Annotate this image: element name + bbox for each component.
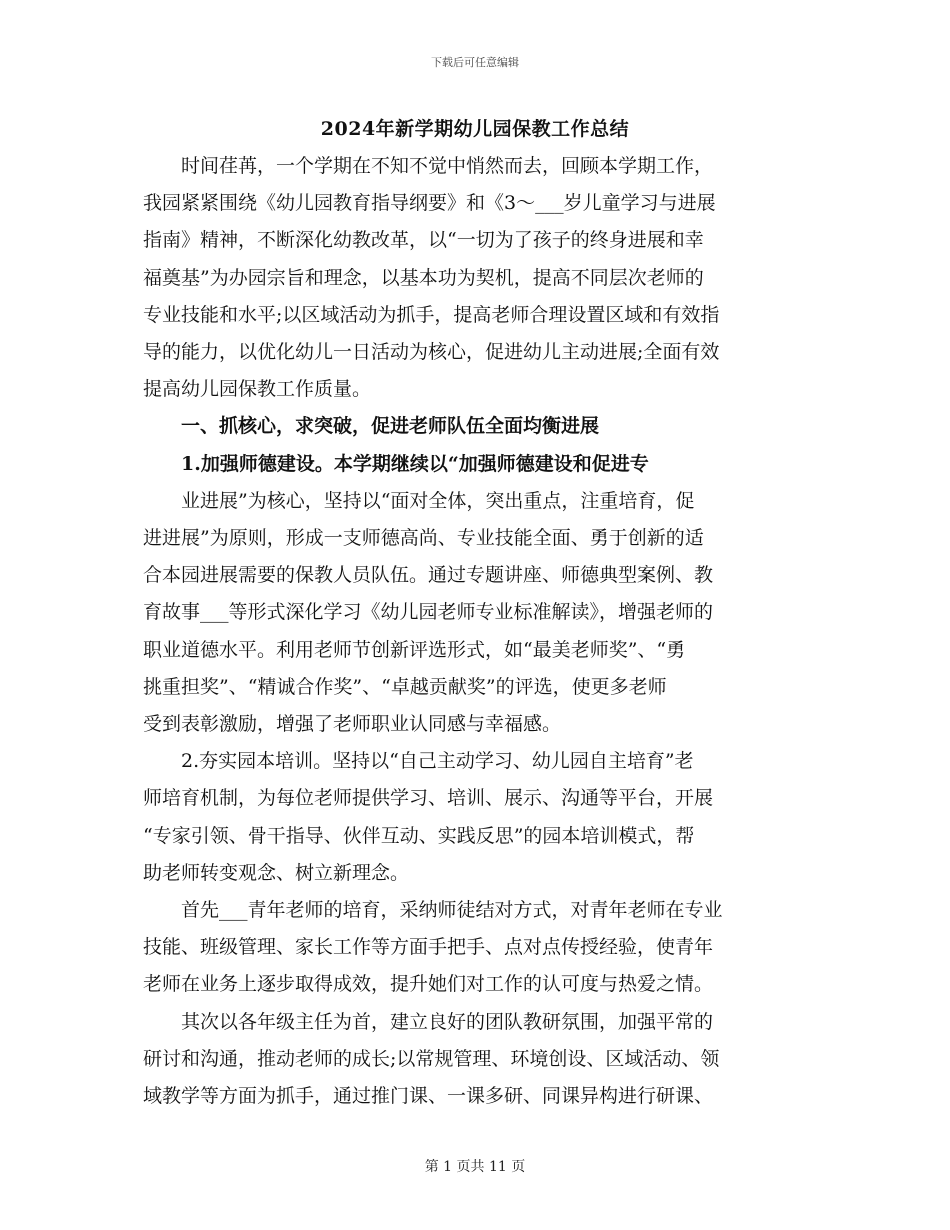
subsection-heading: 1.加强师德建设。本学期继续以“加强师德建设和促进专 — [181, 452, 649, 475]
paragraph-line: 指南》精神，不断深化幼教改革，以“一切为了孩子的终身进展和幸 — [143, 229, 704, 252]
page-number: 第 1 页共 11 页 — [424, 1159, 526, 1175]
paragraph-line: “专家引领、骨干指导、伙伴互动、实践反思”的园本培训模式，帮 — [143, 824, 695, 847]
paragraph-line: 挑重担奖”、“精诚合作奖”、“卓越贡献奖”的评选，使更多老师 — [143, 675, 667, 698]
paragraph-line: 合本园进展需要的保教人员队伍。通过专题讲座、师德典型案例、教 — [143, 564, 714, 587]
document-body — [143, 148, 808, 1115]
paragraph-line: 技能、班级管理、家长工作等方面手把手、点对点传授经验，使青年 — [143, 936, 714, 959]
paragraph-line: 受到表彰激励，增强了老师职业认同感与幸福感。 — [143, 713, 562, 736]
paragraph-line: 我园紧紧围绕《幼儿园教育指导纲要》和《3～___岁儿童学习与进展 — [143, 192, 716, 215]
paragraph-line: 老师在业务上逐步取得成效，提升她们对工作的认可度与热爱之情。 — [143, 973, 714, 996]
paragraph-line: 育故事___等形式深化学习《幼儿园老师专业标准解读》，增强老师的 — [143, 601, 714, 624]
paragraph-line: 时间荏苒，一个学期在不知不觉中悄然而去，回顾本学期工作， — [181, 155, 714, 177]
paragraph-line: 进进展”为原则，形成一支师德高尚、专业技能全面、勇于创新的适 — [143, 527, 704, 550]
paragraph-line: 专业技能和水平;以区域活动为抓手，提高老师合理设置区域和有效指 — [143, 303, 720, 326]
paragraph-line: 研讨和沟通，推动老师的成长;以常规管理、环境创设、区域活动、领 — [143, 1047, 720, 1070]
paragraph-line: 导的能力，以优化幼儿一日活动为核心，促进幼儿主动进展;全面有效 — [143, 341, 720, 364]
paragraph-line: 福奠基”为办园宗旨和理念，以基本功为契机，提高不同层次老师的 — [143, 266, 704, 289]
paragraph-line: 业进展”为核心，坚持以“面对全体，突出重点，注重培育，促 — [181, 489, 695, 512]
paragraph-line: 域教学等方面为抓手，通过推门课、一课多研、同课异构进行研课、 — [143, 1085, 714, 1108]
section-heading: 一、抓核心，求突破，促进老师队伍全面均衡进展 — [181, 415, 600, 438]
paragraph-line: 职业道德水平。利用老师节创新评选形式，如“最美老师奖”、“勇 — [143, 638, 686, 661]
paragraph-line: 其次以各年级主任为首，建立良好的团队教研氛围，加强平常的 — [181, 1010, 714, 1033]
paragraph-line: 提高幼儿园保教工作质量。 — [143, 378, 372, 401]
paragraph-line: 2.夯实园本培训。坚持以“自己主动学习、幼儿园自主培育”老 — [181, 750, 694, 773]
paragraph-line: 首先___青年老师的培育，采纳师徒结对方式，对青年老师在专业 — [181, 899, 723, 922]
paragraph-line: 助老师转变观念、树立新理念。 — [143, 861, 410, 884]
document-title: 2024年新学期幼儿园保教工作总结 — [320, 118, 630, 140]
paragraph-line: 师培育机制，为每位老师提供学习、培训、展示、沟通等平台，开展 — [143, 787, 714, 810]
header-note: 下载后可任意编辑 — [431, 56, 519, 69]
